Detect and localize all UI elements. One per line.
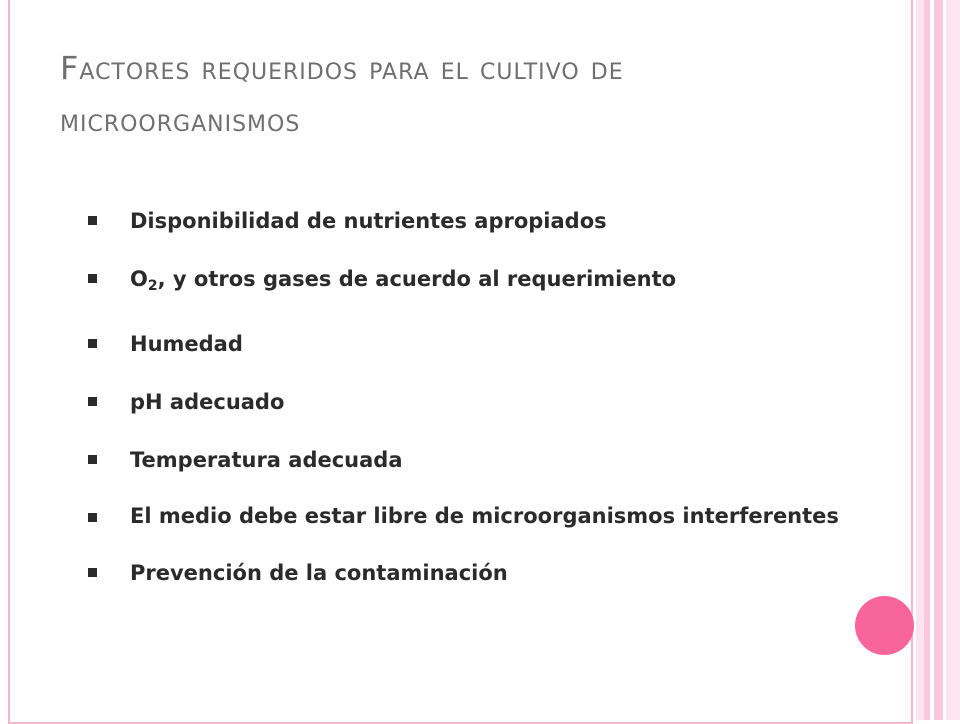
bullet-item	[85, 431, 865, 489]
square-bullet-icon	[88, 339, 97, 348]
pink-circle-decoration	[855, 596, 914, 655]
slide-title: Factores requeridos para el cultivo de microorganismos	[60, 49, 624, 139]
bullet-item	[85, 192, 865, 250]
bullet-list	[85, 192, 865, 602]
bullet-text: Prevención de la contaminación	[130, 561, 508, 585]
stripe	[946, 0, 960, 720]
bullet-text: Disponibilidad de nutrientes apropiados	[130, 209, 607, 233]
square-bullet-icon	[88, 568, 97, 577]
bullet-text: O	[130, 267, 148, 291]
bullet-text: Humedad	[130, 332, 243, 356]
stripe	[916, 0, 924, 720]
bullet-text: El medio debe estar libre de microorganismos interferentes	[130, 504, 839, 528]
bullet-item	[85, 373, 865, 431]
square-bullet-icon	[88, 513, 97, 522]
bullet-text: , y otros gases de acuerdo al requerimiento	[157, 267, 677, 291]
bullet-item	[85, 250, 865, 315]
square-bullet-icon	[88, 455, 97, 464]
decorative-stripes	[916, 0, 960, 720]
bullet-text: pH adecuado	[130, 390, 285, 414]
stripe	[934, 0, 943, 720]
square-bullet-icon	[88, 216, 97, 225]
subscript: 2	[147, 278, 158, 294]
square-bullet-icon	[88, 397, 97, 406]
bullet-item	[85, 544, 865, 602]
bullet-item	[85, 315, 865, 373]
square-bullet-icon	[88, 274, 97, 283]
bullet-item	[85, 489, 865, 544]
bullet-text: Temperatura adecuada	[130, 448, 403, 472]
